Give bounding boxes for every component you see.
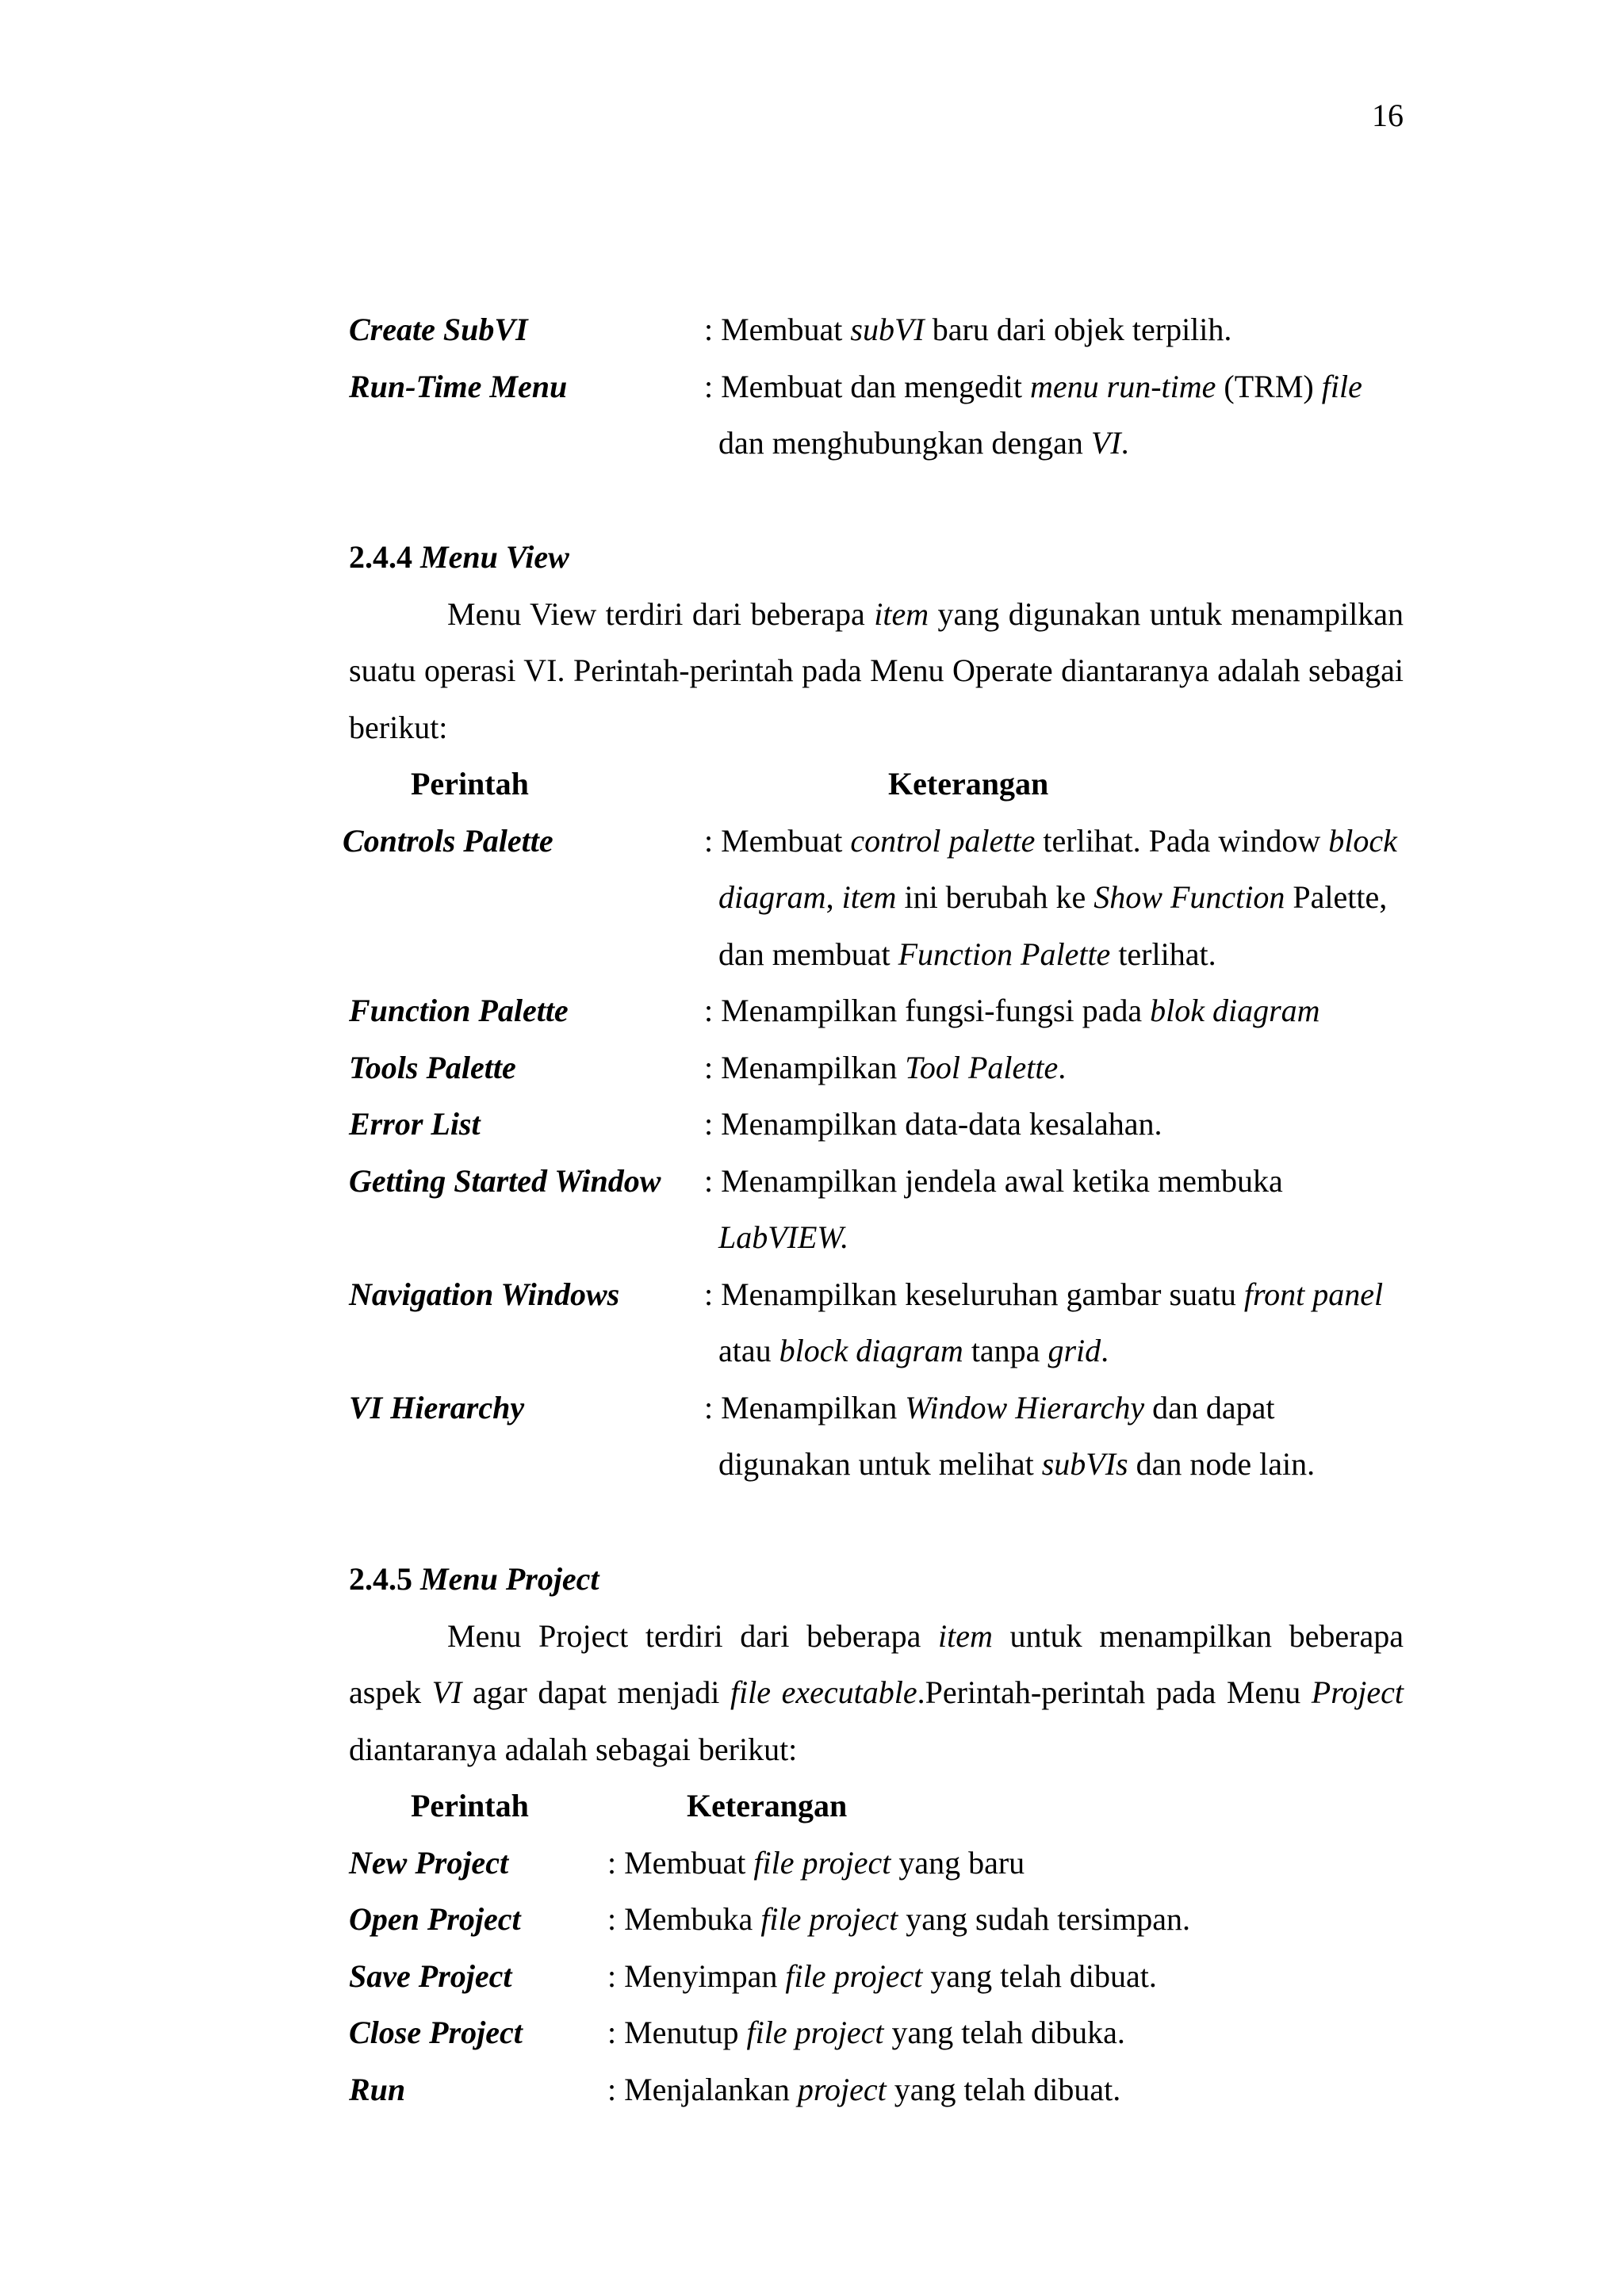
definition-row bbox=[349, 1153, 1404, 1266]
definition-row bbox=[349, 301, 1404, 358]
table-header bbox=[349, 756, 1404, 813]
definition-row bbox=[349, 1948, 1404, 2005]
definition-row bbox=[349, 1891, 1404, 1948]
definition-term: VI Hierarchy bbox=[349, 1389, 525, 1425]
definition-description: : Membuka file project yang sudah tersimpan. bbox=[607, 1901, 1191, 1937]
section-number: 2.4.4 bbox=[349, 539, 412, 575]
section-heading bbox=[349, 1551, 1404, 1608]
definition-row bbox=[349, 982, 1404, 1039]
section-title: Menu View bbox=[420, 539, 569, 575]
definition-row bbox=[349, 1380, 1404, 1493]
definition-description: : Membuat file project yang baru bbox=[607, 1844, 1025, 1881]
definition-term: Run-Time Menu bbox=[349, 368, 568, 404]
definition-row bbox=[349, 1096, 1404, 1153]
definition-term: Getting Started Window bbox=[349, 1162, 661, 1199]
definition-term: Create SubVI bbox=[349, 312, 528, 347]
section-intro-paragraph: Menu View terdiri dari beberapa item yang digunakan untuk menampilkan suatu operasi VI. Perintah-perintah pada Menu Operate diantaranya adalah sebagai berikut: bbox=[349, 595, 1404, 745]
definition-description: : Menampilkan Tool Palette. bbox=[704, 1049, 1067, 1085]
definition-description: : Menampilkan keseluruhan gambar suatu front panel atau block diagram tanpa grid. bbox=[704, 1276, 1384, 1368]
definition-description: : Menampilkan jendela awal ketika membuka LabVIEW. bbox=[704, 1162, 1283, 1255]
definition-term: New Project bbox=[349, 1844, 509, 1881]
definition-term: Controls Palette bbox=[343, 822, 553, 859]
definition-row bbox=[349, 1039, 1404, 1096]
column-header-keterangan: Keterangan bbox=[888, 766, 1049, 802]
column-header-keterangan: Keterangan bbox=[687, 1788, 848, 1823]
definition-row bbox=[349, 2061, 1404, 2118]
section-menu-view bbox=[343, 529, 1404, 1493]
definition-description: : Menutup file project yang telah dibuka. bbox=[607, 2015, 1125, 2050]
definition-description: : Membuat subVI baru dari objek terpilih. bbox=[704, 312, 1232, 347]
definition-description: : Menjalankan project yang telah dibuat. bbox=[607, 2071, 1121, 2107]
definition-description: : Menampilkan data-data kesalahan. bbox=[704, 1106, 1162, 1142]
definition-description: : Menyimpan file project yang telah dibuat. bbox=[607, 1957, 1157, 1994]
definition-term: Close Project bbox=[349, 2015, 523, 2050]
column-header-perintah: Perintah bbox=[411, 1788, 529, 1823]
definition-term: Tools Palette bbox=[349, 1049, 516, 1085]
definition-term: Run bbox=[349, 2071, 406, 2107]
definition-term: Error List bbox=[349, 1106, 481, 1142]
section-heading bbox=[349, 529, 1404, 586]
definition-term: Navigation Windows bbox=[349, 1276, 620, 1312]
column-header-perintah: Perintah bbox=[411, 766, 529, 802]
definition-row bbox=[343, 813, 1404, 983]
definition-row bbox=[349, 2004, 1404, 2061]
section-intro-paragraph: Menu Project terdiri dari beberapa item untuk menampilkan beberapa aspek VI agar dapat menjadi file executable.Perintah-perintah pada Menu Project diantaranya adalah sebagai berikut: bbox=[349, 1617, 1404, 1767]
definition-description: : Menampilkan fungsi-fungsi pada blok diagram bbox=[704, 993, 1320, 1028]
definition-description: : Membuat control palette terlihat. Pada window block diagram, item ini berubah ke Show Function Palette, dan membuat Function Palette terlihat. bbox=[704, 822, 1397, 972]
definition-row bbox=[349, 358, 1404, 472]
section-title: Menu Project bbox=[420, 1561, 599, 1597]
definition-description: : Membuat dan mengedit menu run-time (TRM) file dan menghubungkan dengan VI. bbox=[704, 368, 1362, 461]
page-number: 16 bbox=[1372, 98, 1404, 133]
table-header bbox=[349, 1777, 1404, 1835]
definition-description: : Menampilkan Window Hierarchy dan dapat digunakan untuk melihat subVIs dan node lain. bbox=[704, 1389, 1316, 1482]
definition-term: Save Project bbox=[349, 1957, 512, 1994]
definition-term: Function Palette bbox=[349, 993, 569, 1028]
section-menu-project bbox=[349, 1551, 1404, 2118]
definition-row bbox=[349, 1835, 1404, 1892]
definition-list-edit bbox=[349, 301, 1404, 472]
definition-row bbox=[349, 1266, 1404, 1380]
definition-term: Open Project bbox=[349, 1901, 521, 1937]
section-number: 2.4.5 bbox=[349, 1561, 412, 1597]
